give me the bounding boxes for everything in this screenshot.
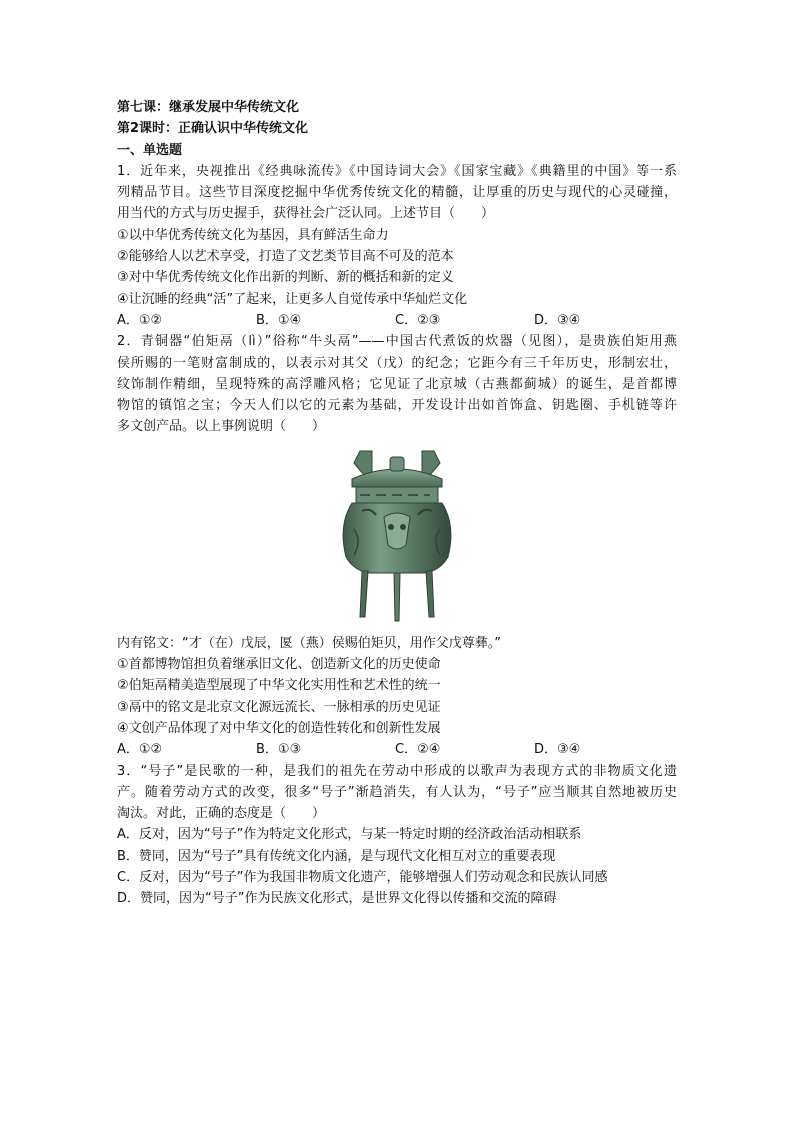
question-1-statement: ③对中华优秀传统文化作出新的判断、新的概括和新的定义 [117, 270, 454, 286]
question-3-option-d: D．赞同，因为“号子”作为民族文化形式，是世界文化得以传播和交流的障碍 [117, 891, 557, 907]
question-1 [117, 161, 677, 331]
question-3-stem-line: 产。随着劳动方式的改变，很多“号子”渐趋消失，有人认为，“号子”应当顺其自然地被历史 [117, 784, 677, 800]
question-2-statement: ④文创产品体现了对中华文化的创造性转化和创新性发展 [117, 720, 441, 736]
option-a: A．①② [117, 742, 163, 758]
option-a: A．①② [117, 312, 163, 328]
question-3 [117, 761, 677, 910]
question-3-option-a: A．反对，因为“号子”作为特定文化形式，与某一特定时期的经济政治活动相联系 [117, 827, 582, 843]
bronze-vessel-figure [117, 438, 677, 633]
question-2-stem-line: 纹饰制作精细，呈现特殊的高浮雕风格；它见证了北京城（古燕都蓟城）的诞生，是首都博 [117, 376, 677, 392]
option-b: B．①④ [256, 312, 302, 328]
section-heading: 一、单选题 [117, 142, 183, 158]
question-1-statement: ②能够给人以艺术享受，打造了文艺类节目高不可及的范本 [117, 249, 454, 265]
question-2-statement: ①首都博物馆担负着继承旧文化、创造新文化的历史使命 [117, 657, 441, 673]
question-1-statement: ①以中华优秀传统文化为基因，具有鲜活生命力 [117, 227, 389, 243]
option-d: D．③④ [534, 742, 581, 758]
question-2-statement: ②伯矩鬲精美造型展现了中华文化实用性和艺术性的统一 [117, 678, 441, 694]
question-3-stem-line: 淘汰。对此，正确的态度是（ ） [117, 806, 326, 822]
question-2-options [117, 739, 677, 760]
question-2 [117, 331, 677, 760]
question-2-stem-line: 多文创产品。以上事例说明（ ） [117, 419, 326, 435]
question-1-options [117, 310, 677, 331]
option-c: C．②④ [395, 742, 441, 758]
question-1-stem-line: 用当代的方式与历史握手，获得社会广泛认同。上述节目（ ） [117, 206, 495, 222]
lesson-subtitle: 第2课时：正确认识中华传统文化 [117, 121, 309, 137]
lesson-title: 第七课：继承发展中华传统文化 [117, 100, 300, 115]
question-2-stem-line: 2．青铜器“伯矩鬲（lì）”俗称“牛头鬲”——中国古代煮饭的炊器（见图），是贵族伯矩用燕 [117, 334, 677, 350]
question-2-inscription: 内有铭文：“才（在）戊辰，匽（燕）侯赐伯矩贝，用作父戊尊彝。” [117, 635, 501, 651]
question-2-stem-line: 物馆的镇馆之宝；今天人们以它的元素为基础，开发设计出如首饰盒、钥匙圈、手机链等许 [117, 398, 677, 414]
question-2-stem-line: 侯所赐的一笔财富制成的，以表示对其父（戊）的纪念；它距今有三千年历史，形制宏壮， [117, 355, 677, 371]
bronze-li-vessel-image [332, 445, 462, 625]
question-3-option-b: B．赞同，因为“号子”具有传统文化内涵，是与现代文化相互对立的重要表现 [117, 848, 556, 864]
question-3-option-c: C．反对，因为“号子”作为我国非物质文化遗产，能够增强人们劳动观念和民族认同感 [117, 870, 608, 886]
document-page [117, 97, 677, 910]
question-1-stem-line: 列精品节目。这些节目深度挖掘中华优秀传统文化的精髓，让厚重的历史与现代的心灵碰撞， [117, 185, 677, 201]
option-b: B．①③ [256, 742, 302, 758]
option-c: C．②③ [395, 312, 441, 328]
question-2-statement: ③鬲中的铭文是北京文化源远流长、一脉相承的历史见证 [117, 699, 441, 715]
question-1-statement: ④让沉睡的经典“活”了起来，让更多人自觉传承中华灿烂文化 [117, 291, 468, 307]
option-d: D．③④ [534, 312, 581, 328]
question-1-stem-line: 1．近年来，央视推出《经典咏流传》《中国诗词大会》《国家宝藏》《典籍里的中国》等一系 [117, 163, 677, 179]
question-3-stem-line: 3．“号子”是民歌的一种，是我们的祖先在劳动中形成的以歌声为表现方式的非物质文化遗 [117, 763, 677, 779]
